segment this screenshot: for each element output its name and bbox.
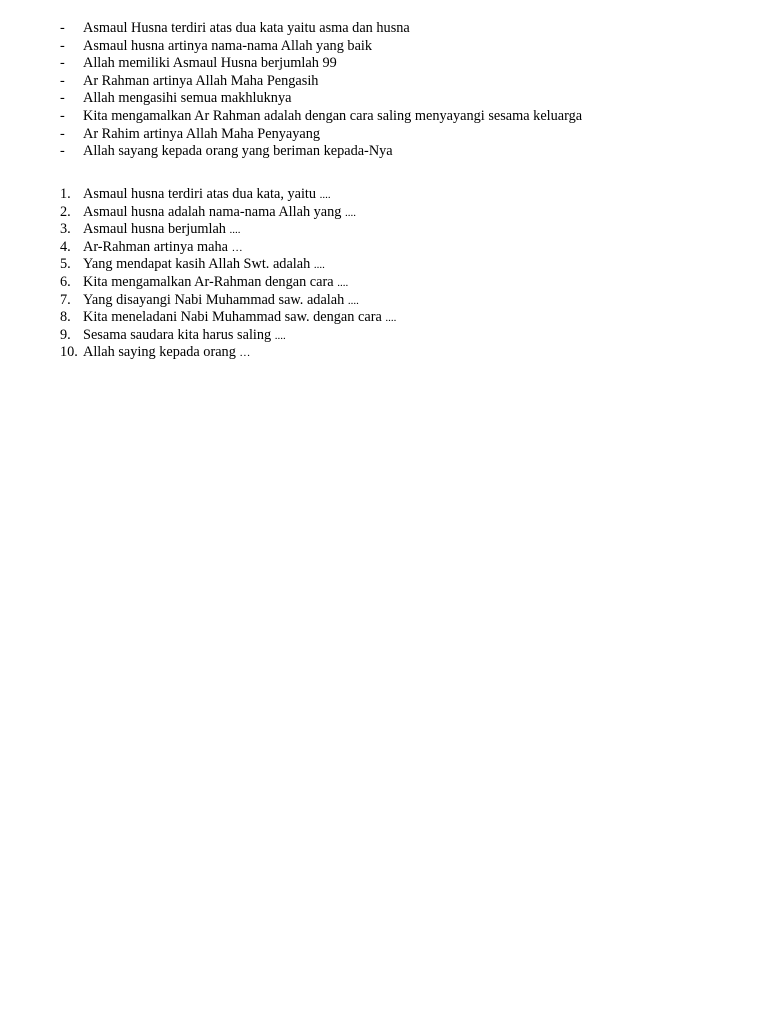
question-text (83, 256, 325, 275)
summary-text: Allah sayang kepada orang yang beriman kepada-Nya (83, 143, 393, 160)
question-prompt: Asmaul husna adalah nama-nama Allah yang (83, 203, 346, 220)
bullet-dash: - (60, 143, 65, 160)
summary-item (0, 108, 768, 126)
question-number: 10. (60, 344, 78, 361)
question-number: 2. (60, 203, 71, 220)
question-text (83, 309, 396, 328)
summary-text: Allah memiliki Asmaul Husna berjumlah 99 (83, 55, 337, 72)
question-item (0, 292, 768, 310)
summary-item (0, 38, 768, 56)
question-prompt: Kita meneladani Nabi Muhammad saw. dengan cara (83, 309, 386, 326)
question-text (83, 292, 359, 311)
bullet-dash: - (60, 125, 65, 142)
question-item (0, 221, 768, 239)
question-prompt: Allah saying kepada orang (83, 344, 240, 361)
answer-blank: .... (274, 329, 286, 342)
answer-blank: .... (385, 312, 397, 325)
question-text (83, 344, 250, 363)
question-item (0, 327, 768, 345)
summary-item (0, 20, 768, 38)
answer-blank: … (239, 347, 251, 360)
summary-text: Asmaul Husna terdiri atas dua kata yaitu asma dan husna (83, 20, 410, 36)
question-item (0, 256, 768, 274)
bullet-dash: - (60, 107, 65, 124)
question-text (83, 274, 348, 293)
question-prompt: Asmaul husna terdiri atas dua kata, yaitu (83, 186, 320, 202)
question-text (83, 186, 331, 205)
summary-list (0, 20, 768, 161)
answer-blank: .... (229, 224, 241, 237)
answer-blank: .... (345, 206, 357, 219)
answer-blank: .... (337, 276, 349, 289)
bullet-dash: - (60, 55, 65, 72)
answer-blank: .... (319, 189, 331, 201)
summary-text: Allah mengasihi semua makhluknya (83, 90, 292, 107)
question-prompt: Yang mendapat kasih Allah Swt. adalah (83, 256, 314, 273)
question-number: 1. (60, 186, 71, 202)
question-number: 4. (60, 238, 71, 255)
question-item (0, 309, 768, 327)
bullet-dash: - (60, 20, 65, 36)
summary-text: Kita mengamalkan Ar Rahman adalah dengan cara saling menyayangi sesama keluarga (83, 107, 583, 124)
question-prompt: Sesama saudara kita harus saling (83, 326, 275, 343)
question-item (0, 204, 768, 222)
question-prompt: Kita mengamalkan Ar-Rahman dengan cara (83, 273, 338, 290)
question-list (0, 186, 768, 362)
question-item (0, 239, 768, 257)
answer-blank: … (231, 241, 243, 254)
question-number: 9. (60, 326, 71, 343)
bullet-dash: - (60, 90, 65, 107)
question-number: 7. (60, 291, 71, 308)
bullet-dash: - (60, 37, 65, 54)
question-prompt: Asmaul husna berjumlah (83, 221, 230, 238)
summary-item (0, 126, 768, 144)
question-text (83, 221, 241, 240)
question-number: 8. (60, 309, 71, 326)
summary-item (0, 143, 768, 161)
summary-item (0, 90, 768, 108)
summary-item (0, 55, 768, 73)
question-item (0, 274, 768, 292)
summary-text: Asmaul husna artinya nama-nama Allah yang baik (83, 37, 373, 54)
question-text (83, 327, 286, 346)
answer-blank: .... (347, 294, 359, 307)
question-text (83, 239, 243, 258)
answer-blank: .... (313, 259, 325, 272)
question-number: 3. (60, 221, 71, 238)
question-prompt: Ar-Rahman artinya maha (83, 238, 232, 255)
bullet-dash: - (60, 72, 65, 89)
question-number: 5. (60, 256, 71, 273)
summary-text: Ar Rahim artinya Allah Maha Penyayang (83, 125, 321, 142)
question-item (0, 344, 768, 362)
question-text (83, 204, 356, 223)
summary-text: Ar Rahman artinya Allah Maha Pengasih (83, 72, 319, 89)
summary-item (0, 73, 768, 91)
question-number: 6. (60, 273, 71, 290)
question-item (0, 186, 768, 204)
question-prompt: Yang disayangi Nabi Muhammad saw. adalah (83, 291, 348, 308)
